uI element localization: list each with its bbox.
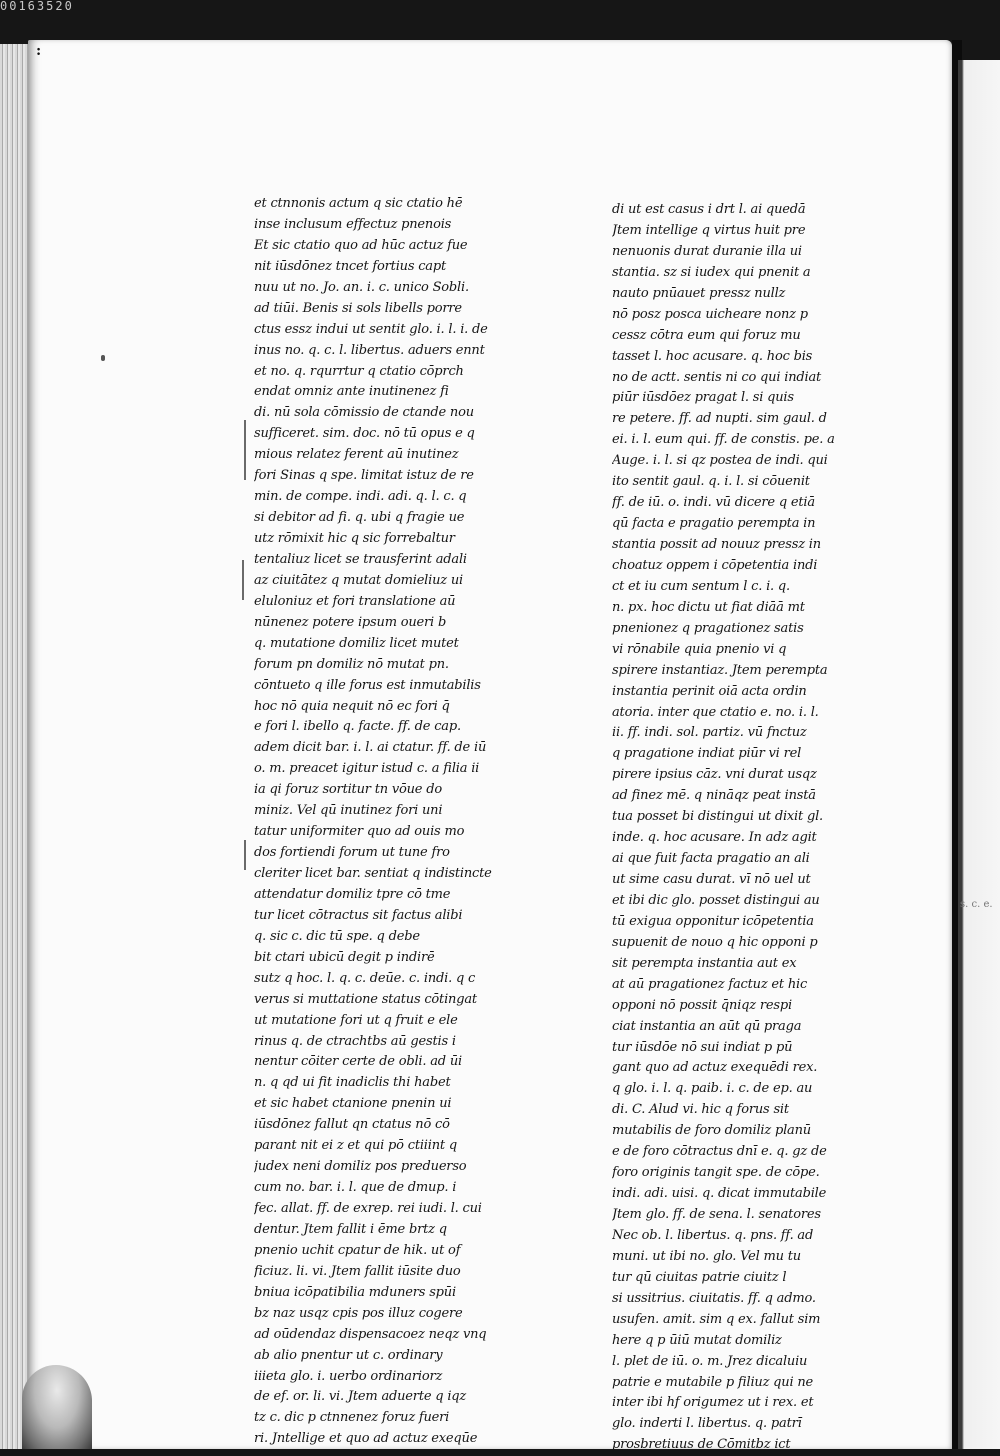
right-column-line: ai que fuit facta pragatio an ali <box>612 851 810 867</box>
right-column-line: atoria. inter que ctatio e. no. i. l. <box>612 704 819 720</box>
right-column-line: pirere ipsius cāz. vni durat usqz <box>612 767 817 783</box>
right-column-line: supuenit de nouo q hic opponi p <box>612 934 818 950</box>
right-column-line: re petere. ff. ad nupti. sim gaul. d <box>612 411 827 427</box>
left-column-line: et sic habet ctanione pnenin ui <box>254 1096 452 1112</box>
left-column-line: sufficeret. sim. doc. nō tū opus e q <box>254 426 475 442</box>
right-column-line: mutabilis de foro domiliz planū <box>612 1123 811 1139</box>
left-column-line: min. de compe. indi. adi. q. l. c. q <box>254 489 467 505</box>
left-column-line: fec. allat. ff. de exrep. rei iudi. l. cui <box>254 1201 482 1216</box>
right-column-line: indi. adi. uisi. q. dicat immutabile <box>612 1186 827 1202</box>
left-column-line: si debitor ad fi. q. ubi q fragie ue <box>254 510 465 526</box>
left-column-line: nentur cōiter certe de obli. ad ūi <box>254 1054 462 1070</box>
right-column-line: nauto pnūauet pressz nullz <box>612 285 786 301</box>
left-column-line: nūnenez potere ipsum oueri b <box>254 614 447 630</box>
right-column-line: patrie e mutabile p filiuz qui ne <box>612 1374 814 1390</box>
text-column-right <box>612 200 852 1456</box>
left-column-line: judex neni domiliz pos preduerso <box>254 1159 467 1175</box>
holder-thumb <box>22 1365 92 1449</box>
left-column-line: verus si muttatione status cōtingat <box>254 991 477 1007</box>
right-column-line: choatuz oppem i cōpetentia indi <box>612 557 818 573</box>
right-column-line: cessz cōtra eum qui foruz mu <box>612 327 801 343</box>
left-column-line: iiieta glo. i. uerbo ordinariorz <box>254 1368 443 1384</box>
left-column-line: ad oūdendaz dispensacoez neqz vnq <box>254 1326 487 1342</box>
right-column-line: ff. de iū. o. indi. vū dicere q etiā <box>612 495 815 511</box>
left-column-line: attendatur domiliz tpre cō tme <box>254 886 451 902</box>
right-column-line: vi rōnabile quia pnenio vi q <box>612 641 787 657</box>
left-column-line: ab alio pnentur ut c. ordinary <box>254 1347 443 1363</box>
adjacent-page <box>958 60 1000 1449</box>
right-column-line: spirere instantiaz. Jtem perempta <box>612 662 828 678</box>
left-column-line: bit ctari ubicū degit p indirē <box>254 949 435 965</box>
right-column-line: tur iūsdōe nō sui indiat p pū <box>612 1039 793 1055</box>
ink-spot <box>101 355 105 361</box>
right-column-line: Auge. i. l. si qz postea de indi. qui <box>612 453 828 469</box>
left-column-line: ad tiūi. Benis si sols libells porre <box>254 300 462 316</box>
left-column-line: cleriter licet bar. sentiat q indistincte <box>254 866 492 881</box>
left-column-line: sutz q hoc. l. q. c. deūe. c. indi. q c <box>254 970 476 986</box>
right-column-line: glo. inderti l. libertus. q. patrī <box>612 1416 802 1432</box>
left-column-line: az ciuitātez q mutat domieliuz ui <box>254 572 463 588</box>
right-column-line: qū facta e pragatio perempta in <box>612 516 816 532</box>
left-column-line: tentaliuz licet se trausferint adali <box>254 551 467 567</box>
right-column-line: ut sime casu durat. vī nō uel ut <box>612 872 811 887</box>
left-column-line: inus no. q. c. l. libertus. aduers ennt <box>254 342 485 358</box>
left-column-line: ctus essz indui ut sentit glo. i. l. i. de <box>254 321 488 337</box>
right-column-line: et ibi dic glo. posset distingui au <box>612 892 820 908</box>
right-column-line: Nec ob. l. libertus. q. pns. ff. ad <box>612 1227 814 1243</box>
marginal-bracket <box>242 560 244 600</box>
right-column-line: at aū pragationez factuz et hic <box>612 976 808 992</box>
left-column-line: bniua icōpatibilia mduners spūi <box>254 1284 456 1300</box>
right-column-line: ct et iu cum sentum l c. i. q. <box>612 578 790 594</box>
folio-mark: : <box>36 43 42 59</box>
left-column-line: rinus q. de ctrachtbs aū gestis i <box>254 1033 456 1049</box>
left-column-line: dos fortiendi forum ut tune fro <box>254 845 450 861</box>
right-column-line: e de foro cōtractus dnī e. q. gz de <box>612 1144 827 1160</box>
left-column-line: fori Sinas q spe. limitat istuz de re <box>254 468 474 484</box>
left-column-line: adem dicit bar. i. l. ai ctatur. ff. de iū <box>254 740 487 756</box>
left-column-line: cum no. bar. i. l. que de dmup. i <box>254 1180 457 1196</box>
left-column-line: ficiuz. li. vi. Jtem fallit iūsite duo <box>254 1263 461 1279</box>
text-column-left <box>254 194 506 1450</box>
left-column-line: ri. Jntellige et quo ad actuz exeqūe <box>254 1431 478 1447</box>
left-column-line: nit iūsdōnez tncet fortius capt <box>254 258 446 274</box>
book-block-edge <box>0 44 30 1449</box>
left-column-line: dentur. Jtem fallit i ēme brtz q <box>254 1221 447 1237</box>
right-column-line: foro originis tangit spe. de cōpe. <box>612 1165 820 1181</box>
right-column-line: ii. ff. indi. sol. partiz. vū fnctuz <box>612 725 807 741</box>
right-column-line: l. plet de iū. o. m. Jrez dicaluiu <box>612 1353 808 1369</box>
right-column-line: inde. q. hoc acusare. In adz agit <box>612 830 817 846</box>
marginal-bracket <box>244 840 246 870</box>
left-column-line: eluloniuz et fori translatione aū <box>254 593 456 609</box>
right-column-line: pnenionez q pragationez satis <box>612 620 804 636</box>
right-column-line: here q p ūiū mutat domiliz <box>612 1332 782 1348</box>
right-column-line: Jtem intellige q virtus huit pre <box>612 222 806 238</box>
left-column-line: n. q qd ui fit inadiclis thi habet <box>254 1075 451 1091</box>
right-column-line: Jtem glo. ff. de sena. l. senatores <box>612 1207 821 1222</box>
left-column-line: bz naz usqz cpis pos illuz cogere <box>254 1305 463 1321</box>
left-column-line: et ctnnonis actum q sic ctatio hē <box>254 196 463 211</box>
right-column-line: ei. i. l. eum qui. ff. de constis. pe. a <box>612 432 835 448</box>
left-column-line: q. mutatione domiliz licet mutet <box>254 635 459 651</box>
left-column-line: forum pn domiliz nō mutat pn. <box>254 656 449 672</box>
left-column-line: o. m. preacet igitur istud c. a filia ii <box>254 761 480 777</box>
right-column-line: n. px. hoc dictu ut fiat diāā mt <box>612 599 805 615</box>
right-column-line: prosbretiuus de Cōmitbz ict <box>612 1437 791 1453</box>
right-column-line: ciat instantia an aūt qū praga <box>612 1018 802 1034</box>
left-column-line: tz c. dic p ctnnenez foruz fueri <box>254 1410 450 1426</box>
right-column-line: muni. ut ibi no. glo. Vel mu tu <box>612 1248 801 1264</box>
right-column-line: tasset l. hoc acusare. q. hoc bis <box>612 348 813 364</box>
left-column-line: iūsdōnez fallut qn ctatus nō cō <box>254 1117 450 1133</box>
left-column-line: nuu ut no. Jo. an. i. c. unico Sobli. <box>254 279 469 295</box>
left-column-line: mious relatez ferent aū inutinez <box>254 447 459 463</box>
left-column-line: ut mutatione fori ut q fruit e ele <box>254 1012 458 1028</box>
right-column-line: tū exigua opponitur icōpetentia <box>612 913 814 929</box>
right-column-line: tur qū ciuitas patrie ciuitz l <box>612 1269 787 1285</box>
right-column-line: stantia possit ad nouuz pressz in <box>612 537 821 552</box>
right-column-line: q glo. i. l. q. paib. i. c. de ep. au <box>612 1081 813 1097</box>
left-column-line: miniz. Vel qū inutinez fori uni <box>254 803 443 819</box>
right-column-line: tua posset bi distingui ut dixit gl. <box>612 809 823 825</box>
adjacent-page-note: s. c. e. <box>960 900 993 910</box>
left-column-line: q. sic c. dic tū spe. q debe <box>254 928 420 944</box>
right-column-line: stantia. sz si iudex qui pnenit a <box>612 264 811 280</box>
right-column-line: si ussitrius. ciuitatis. ff. q admo. <box>612 1290 816 1306</box>
left-column-line: ia qi foruz sortitur tn vōue do <box>254 782 442 798</box>
right-column-line: opponi nō possit q̄niqz respi <box>612 997 792 1013</box>
marginal-bracket <box>244 420 246 480</box>
left-column-line: hoc nō quia nequit nō ec fori q̄ <box>254 698 450 714</box>
left-column-line: parant nit ei z et qui pō ctiiint q <box>254 1138 457 1154</box>
right-column-line: ito sentit gaul. q. i. l. si cōuenit <box>612 474 810 490</box>
left-column-line: e fori l. ibello q. facte. ff. de cap. <box>254 719 461 735</box>
left-column-line: Et sic ctatio quo ad hūc actuz fue <box>254 237 468 253</box>
right-column-line: nō posz posca uicheare nonz p <box>612 306 808 322</box>
left-column-line: cōntueto q ille forus est inmutabilis <box>254 677 481 693</box>
left-column-line: inse inclusum effectuz pnenois <box>254 216 452 232</box>
left-column-line: di. nū sola cōmissio de ctande nou <box>254 405 474 421</box>
right-column-line: instantia perinit oiā acta ordin <box>612 683 807 699</box>
left-column-line: endat omniz ante inutinenez fi <box>254 384 449 400</box>
right-column-line: usufen. amit. sim q ex. fallut sim <box>612 1311 821 1327</box>
left-column-line: tur licet cōtractus sit factus alibi <box>254 907 463 923</box>
left-column-line: pnenio uchit cpatur de hik. ut of <box>254 1242 461 1258</box>
left-column-line: de ef. or. li. vi. Jtem aduerte q iqz <box>254 1389 467 1405</box>
shelfmark: 00163520 <box>0 0 74 13</box>
left-column-line: et no. q. rqurrtur q ctatio cōprch <box>254 363 464 379</box>
left-column-line: tatur uniformiter quo ad ouis mo <box>254 824 465 840</box>
right-column-line: ad finez mē. q nināqz peat instā <box>612 788 816 804</box>
right-column-line: inter ibi hf origumez ut i rex. et <box>612 1395 814 1411</box>
right-column-line: piūr iūsdōez pragat l. si quis <box>612 390 794 406</box>
right-column-line: nenuonis durat duranie illa ui <box>612 243 802 259</box>
right-column-line: q pragatione indiat piūr vi rel <box>612 746 802 762</box>
right-column-line: di. C. Alud vi. hic q forus sit <box>612 1102 789 1118</box>
right-column-line: no de actt. sentis ni co qui indiat <box>612 369 822 385</box>
right-column-line: gant quo ad actuz exequēdi rex. <box>612 1060 818 1076</box>
right-column-line: di ut est casus i drt l. ai quedā <box>612 202 806 217</box>
right-column-line: sit perempta instantia aut ex <box>612 955 797 971</box>
left-column-line: utz rōmixit hic q sic forrebaltur <box>254 531 455 546</box>
